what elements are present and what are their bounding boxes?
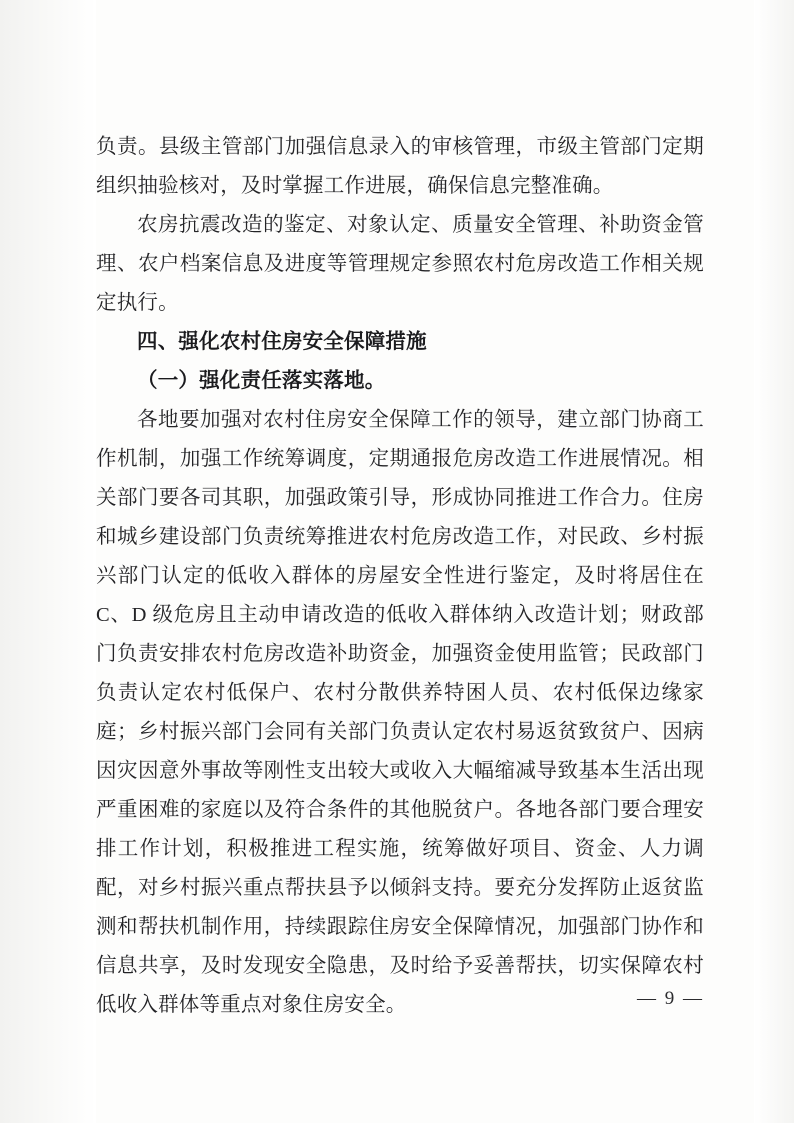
paragraph-responsibility: 各地要加强对农村住房安全保障工作的领导，建立部门协商工作机制，加强工作统筹调度，定期通报危房改造工作进展情况。相关部门要各司其职，加强政策引导，形成协同推进工作合力。住房和城乡建设部门负责统筹推进农村危房改造工作，对民政、乡村振兴部门认定的低收入群体的房屋安全性进行鉴定，及时将居住在 C、D 级危房且主动申请改造的低收入群体纳入改造计划；财政部门负责安排农村危房改造补助资金，加强资金使用监管；民政部门负责认定农村低保户、农村分散供养特困人员、农村低保边缘家庭；乡村振兴部门会同有关部门负责认定农村易返贫致贫户、因病因灾因意外事故等刚性支出较大或收入大幅缩减导致基本生活出现严重困难的家庭以及符合条件的其他脱贫户。各地各部门要合理安排工作计划，积极推进工程实施，统筹做好项目、资金、人力调配，对乡村振兴重点帮扶县予以倾斜支持。要充分发挥防止返贫监测和帮扶机制作用，持续跟踪住房安全保障情况，加强部门协作和信息共享，及时发现安全隐患，及时给予妥善帮扶，切实保障农村低收入群体等重点对象住房安全。: [96, 409, 704, 1016]
paragraph-retrofit-rules: 农房抗震改造的鉴定、对象认定、质量安全管理、补助资金管理、农户档案信息及进度等管理规定参照农村危房改造工作相关规定执行。: [96, 214, 704, 314]
document-body: [96, 128, 704, 1025]
subsection-heading: （一）强化责任落实落地。: [137, 370, 386, 392]
scan-edge-right: [754, 0, 794, 1123]
paragraph-continuation: 负责。县级主管部门加强信息录入的审核管理，市级主管部门定期组织抽验核对，及时掌握工作进展，确保信息完整准确。: [96, 136, 704, 197]
section-heading: 四、强化农村住房安全保障措施: [137, 331, 427, 353]
scan-edge-left: [0, 0, 96, 1123]
page-number: — 9 —: [637, 988, 704, 1009]
